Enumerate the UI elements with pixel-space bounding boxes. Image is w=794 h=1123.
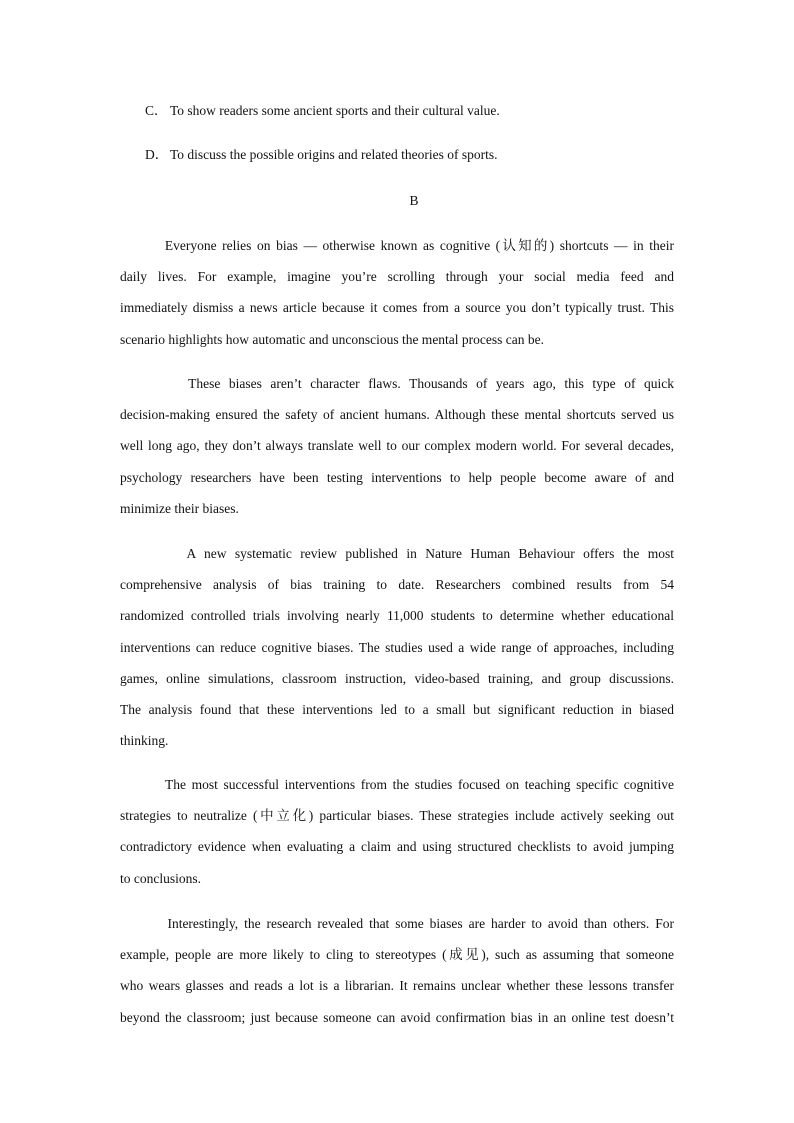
- option-text: To show readers some ancient sports and their cultural value.: [170, 103, 500, 118]
- text-line: who wears glasses and reads a lot is a librarian. It remains unclear whether these lessons transfer: [120, 978, 674, 994]
- text-line: comprehensive analysis of bias training to date. Researchers combined results from 54: [120, 577, 674, 593]
- paragraph-1: [120, 230, 674, 355]
- text-line: strategies to neutralize (中立化) particular biases. These strategies include actively seeking out: [120, 808, 674, 824]
- text-line: decision-making ensured the safety of ancient humans. Although these mental shortcuts served us: [120, 407, 674, 423]
- section-heading: B: [409, 193, 419, 208]
- option-letter: C．: [145, 103, 168, 118]
- text-line: A new systematic review published in Nature Human Behaviour offers the most: [120, 546, 674, 561]
- text-line: The most successful interventions from the studies focused on teaching specific cognitive: [120, 777, 674, 792]
- paragraph-3: [120, 538, 674, 756]
- paragraph-2: [120, 368, 674, 524]
- paragraph-4: [120, 769, 674, 894]
- text-line: psychology researchers have been testing interventions to help people become aware of and: [120, 469, 674, 485]
- text-line: well long ago, they don’t always translate well to our complex modern world. For several decades,: [120, 438, 674, 454]
- text-line: thinking.: [120, 733, 169, 749]
- text-line: immediately dismiss a news article because it comes from a source you don’t typically trust. This: [120, 300, 674, 316]
- text-line: contradictory evidence when evaluating a claim and using structured checklists to avoid jumping: [120, 839, 674, 855]
- text-line: games, online simulations, classroom instruction, video-based training, and group discussions.: [120, 670, 674, 686]
- text-line: interventions can reduce cognitive biases. The studies used a wide range of approaches, including: [120, 639, 674, 655]
- text-line: scenario highlights how automatic and unconscious the mental process can be.: [120, 331, 545, 347]
- answer-option-c: [145, 101, 500, 121]
- text-line: to conclusions.: [120, 870, 201, 886]
- text-line: The analysis found that these interventions led to a small but significant reduction in biased: [120, 701, 674, 717]
- text-line: Everyone relies on bias — otherwise known as cognitive (认知的) shortcuts — in their: [120, 238, 674, 253]
- text-line: Interestingly, the research revealed that some biases are harder to avoid than others. For: [120, 916, 674, 931]
- text-line: minimize their biases.: [120, 500, 239, 516]
- text-line: beyond the classroom; just because someone can avoid confirmation bias in an online test doesn’t: [120, 1009, 674, 1025]
- option-text: To discuss the possible origins and related theories of sports.: [170, 147, 498, 162]
- answer-option-d: [145, 145, 498, 165]
- text-line: randomized controlled trials involving nearly 11,000 students to determine whether educational: [120, 608, 674, 624]
- paragraph-5: [120, 908, 674, 1033]
- text-line: example, people are more likely to cling to stereotypes (成见), such as assuming that someone: [120, 947, 674, 963]
- text-line: daily lives. For example, imagine you’re scrolling through your social media feed and: [120, 269, 674, 285]
- text-line: These biases aren’t character flaws. Thousands of years ago, this type of quick: [120, 376, 674, 391]
- option-letter: D．: [145, 147, 169, 162]
